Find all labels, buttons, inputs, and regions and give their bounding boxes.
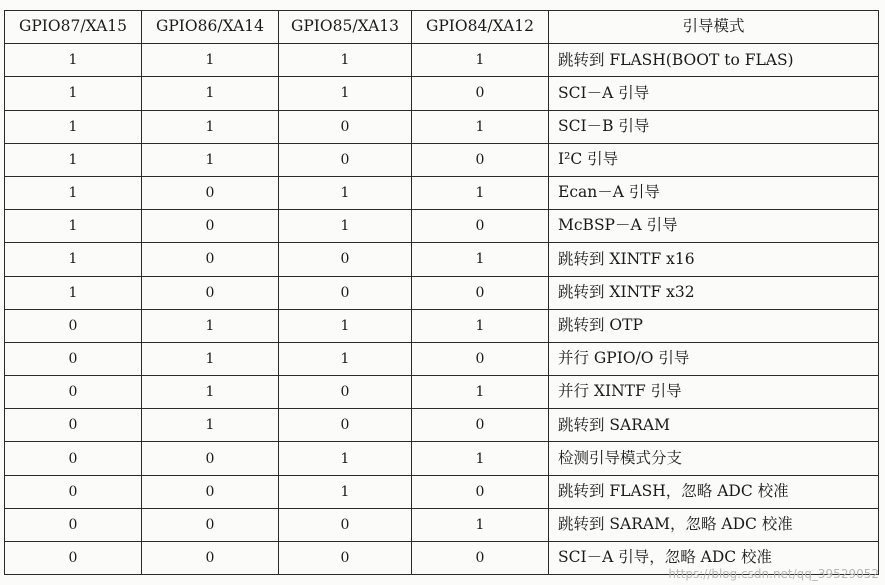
boot-mode-cell: 跳转到 FLASH，忽略 ADC 校准 xyxy=(549,475,879,508)
boot-mode-cell: 检测引导模式分支 xyxy=(549,442,879,475)
gpio-bit-cell: 1 xyxy=(142,110,279,143)
gpio-bit-cell: 0 xyxy=(279,110,412,143)
boot-mode-cell: SCI－A 引导 xyxy=(549,77,879,110)
table-row xyxy=(5,309,879,342)
gpio-bit-cell: 1 xyxy=(279,309,412,342)
gpio-bit-cell: 0 xyxy=(142,475,279,508)
gpio-bit-cell: 0 xyxy=(412,342,549,375)
header-gpio85: GPIO85/XA13 xyxy=(279,11,412,44)
gpio-bit-cell: 0 xyxy=(412,409,549,442)
gpio-bit-cell: 0 xyxy=(5,475,142,508)
gpio-bit-cell: 0 xyxy=(412,77,549,110)
gpio-bit-cell: 1 xyxy=(412,442,549,475)
table-row xyxy=(5,44,879,77)
gpio-bit-cell: 0 xyxy=(142,442,279,475)
table-row xyxy=(5,77,879,110)
gpio-bit-cell: 0 xyxy=(412,143,549,176)
gpio-bit-cell: 1 xyxy=(142,409,279,442)
gpio-bit-cell: 0 xyxy=(5,376,142,409)
gpio-bit-cell: 0 xyxy=(279,542,412,575)
boot-mode-cell: Ecan－A 引导 xyxy=(549,176,879,209)
gpio-bit-cell: 0 xyxy=(412,542,549,575)
table-row xyxy=(5,409,879,442)
gpio-bit-cell: 0 xyxy=(279,409,412,442)
boot-mode-cell: 并行 XINTF 引导 xyxy=(549,376,879,409)
gpio-bit-cell: 1 xyxy=(142,309,279,342)
gpio-bit-cell: 1 xyxy=(142,44,279,77)
gpio-bit-cell: 1 xyxy=(279,342,412,375)
table-row xyxy=(5,243,879,276)
gpio-bit-cell: 0 xyxy=(5,508,142,541)
gpio-bit-cell: 0 xyxy=(5,442,142,475)
gpio-bit-cell: 1 xyxy=(279,176,412,209)
boot-mode-cell: 跳转到 SARAM，忽略 ADC 校准 xyxy=(549,508,879,541)
gpio-bit-cell: 1 xyxy=(279,77,412,110)
gpio-bit-cell: 0 xyxy=(5,309,142,342)
table-body xyxy=(5,44,879,575)
gpio-bit-cell: 1 xyxy=(5,44,142,77)
gpio-bit-cell: 1 xyxy=(412,243,549,276)
boot-mode-cell: 跳转到 OTP xyxy=(549,309,879,342)
gpio-bit-cell: 0 xyxy=(142,243,279,276)
gpio-bit-cell: 0 xyxy=(142,508,279,541)
boot-mode-cell: SCI－B 引导 xyxy=(549,110,879,143)
gpio-bit-cell: 1 xyxy=(142,143,279,176)
boot-mode-table xyxy=(4,10,879,575)
table-row xyxy=(5,342,879,375)
boot-mode-cell: 跳转到 XINTF x32 xyxy=(549,276,879,309)
gpio-bit-cell: 1 xyxy=(142,342,279,375)
gpio-bit-cell: 1 xyxy=(412,309,549,342)
table-row xyxy=(5,276,879,309)
gpio-bit-cell: 1 xyxy=(412,44,549,77)
gpio-bit-cell: 0 xyxy=(279,243,412,276)
gpio-bit-cell: 1 xyxy=(5,176,142,209)
gpio-bit-cell: 1 xyxy=(412,508,549,541)
boot-mode-cell: McBSP－A 引导 xyxy=(549,210,879,243)
gpio-bit-cell: 0 xyxy=(279,276,412,309)
table-row xyxy=(5,143,879,176)
gpio-bit-cell: 0 xyxy=(279,143,412,176)
gpio-bit-cell: 0 xyxy=(5,542,142,575)
gpio-bit-cell: 0 xyxy=(412,210,549,243)
gpio-bit-cell: 0 xyxy=(5,342,142,375)
gpio-bit-cell: 1 xyxy=(5,110,142,143)
boot-mode-cell: 跳转到 FLASH(BOOT to FLAS) xyxy=(549,44,879,77)
gpio-bit-cell: 1 xyxy=(5,143,142,176)
gpio-bit-cell: 1 xyxy=(279,210,412,243)
gpio-bit-cell: 1 xyxy=(279,44,412,77)
gpio-bit-cell: 1 xyxy=(279,442,412,475)
header-gpio87: GPIO87/XA15 xyxy=(5,11,142,44)
boot-mode-cell: SCI－A 引导，忽略 ADC 校准 xyxy=(549,542,879,575)
header-gpio84: GPIO84/XA12 xyxy=(412,11,549,44)
gpio-bit-cell: 0 xyxy=(412,475,549,508)
gpio-bit-cell: 1 xyxy=(412,110,549,143)
gpio-bit-cell: 0 xyxy=(142,542,279,575)
gpio-bit-cell: 1 xyxy=(5,77,142,110)
gpio-bit-cell: 0 xyxy=(279,376,412,409)
boot-mode-cell: 跳转到 XINTF x16 xyxy=(549,243,879,276)
gpio-bit-cell: 1 xyxy=(279,475,412,508)
gpio-bit-cell: 0 xyxy=(412,276,549,309)
table-row xyxy=(5,442,879,475)
table-header-row xyxy=(5,11,879,44)
watermark: https://blog.csdn.net/qq_39529052 xyxy=(668,567,879,581)
boot-mode-cell: 跳转到 SARAM xyxy=(549,409,879,442)
gpio-bit-cell: 0 xyxy=(142,276,279,309)
table-row xyxy=(5,210,879,243)
table-row xyxy=(5,376,879,409)
gpio-bit-cell: 1 xyxy=(142,77,279,110)
gpio-bit-cell: 1 xyxy=(142,376,279,409)
table-row xyxy=(5,176,879,209)
gpio-bit-cell: 0 xyxy=(279,508,412,541)
boot-mode-cell: 并行 GPIO/O 引导 xyxy=(549,342,879,375)
table-row xyxy=(5,508,879,541)
gpio-bit-cell: 1 xyxy=(5,276,142,309)
header-boot-mode: 引导模式 xyxy=(549,11,879,44)
table-row xyxy=(5,110,879,143)
gpio-bit-cell: 1 xyxy=(5,243,142,276)
boot-mode-cell: I²C 引导 xyxy=(549,143,879,176)
table-row xyxy=(5,475,879,508)
header-gpio86: GPIO86/XA14 xyxy=(142,11,279,44)
gpio-bit-cell: 0 xyxy=(142,210,279,243)
gpio-bit-cell: 0 xyxy=(142,176,279,209)
gpio-bit-cell: 0 xyxy=(5,409,142,442)
gpio-bit-cell: 1 xyxy=(412,376,549,409)
gpio-bit-cell: 1 xyxy=(5,210,142,243)
gpio-bit-cell: 1 xyxy=(412,176,549,209)
